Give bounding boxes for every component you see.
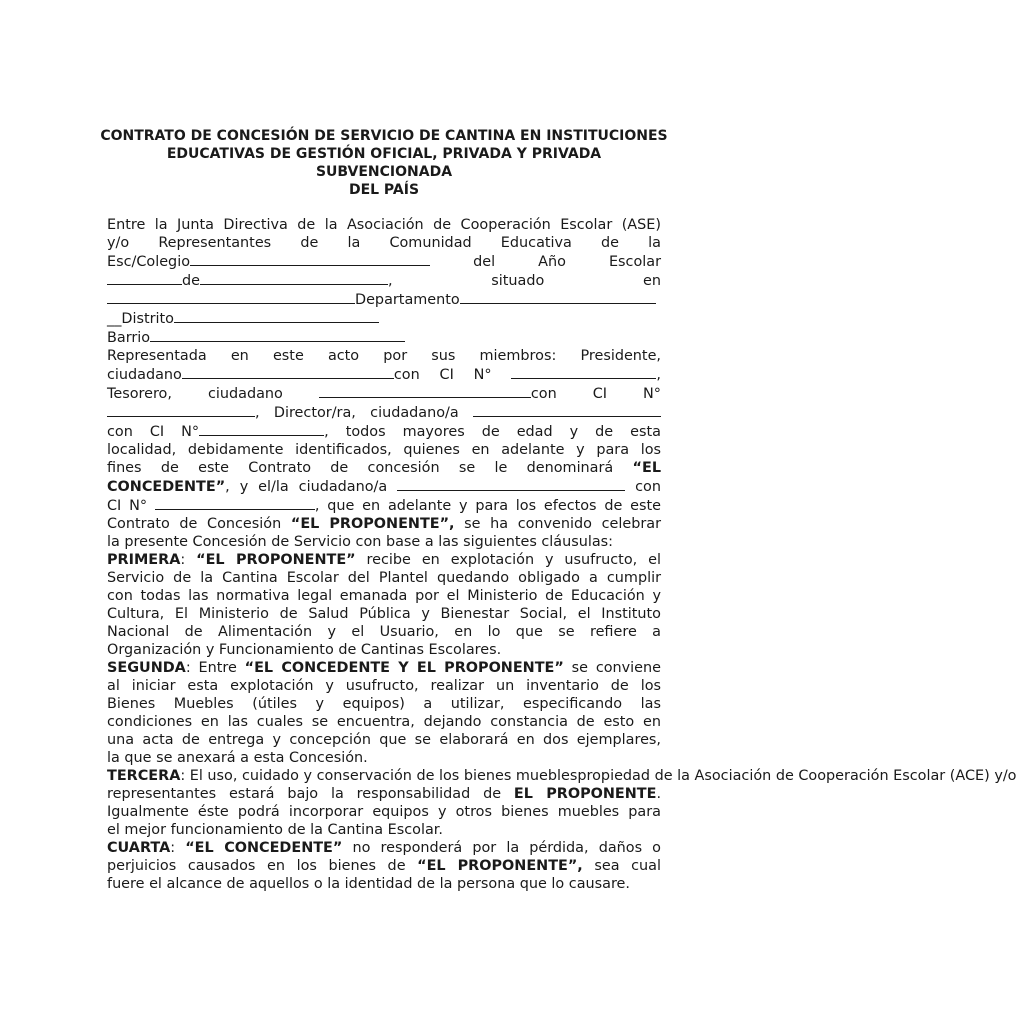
clause-text: Nacional de Alimentación y el Usuario, en lo que se refiere a bbox=[107, 624, 661, 640]
proponent-name-blank bbox=[397, 477, 625, 491]
intro-line bbox=[107, 328, 661, 347]
intro-line bbox=[107, 271, 661, 290]
clause-text: propiedad de la Asociación de Cooperación Escolar (ACE) y/o bbox=[577, 768, 1017, 784]
school-year-blank-2 bbox=[200, 271, 388, 285]
clause-line bbox=[107, 731, 661, 749]
intro-text: Tesorero, bbox=[107, 386, 172, 402]
intro-line bbox=[107, 216, 661, 234]
intro-text: con CI N° bbox=[107, 424, 200, 440]
intro-line bbox=[107, 533, 661, 551]
intro-line bbox=[107, 347, 661, 365]
district-blank bbox=[174, 309, 379, 323]
department-blank bbox=[460, 290, 656, 304]
clause-text: : bbox=[170, 840, 186, 856]
clause-text: Igualmente éste podrá incorporar equipos y otros bienes muebles para bbox=[107, 804, 661, 820]
clause-label: CUARTA bbox=[107, 840, 171, 856]
contract-title bbox=[100, 127, 668, 199]
clause-text: : Entre bbox=[185, 660, 245, 676]
clause-line bbox=[107, 659, 661, 677]
intro-text: y/o Representantes de la Comunidad Educativa de la bbox=[107, 235, 661, 251]
treasurer-ci-blank bbox=[107, 403, 255, 417]
intro-text: CI N° bbox=[107, 498, 148, 514]
clause-cuarta bbox=[107, 839, 661, 893]
clause-label: SEGUNDA bbox=[107, 660, 186, 676]
intro-text: Representada en este acto por sus miembros: Presidente, bbox=[107, 348, 661, 364]
intro-text: Esc/Colegio bbox=[107, 254, 190, 270]
clause-text: una acta de entrega y concepción que se elaborará en dos ejemplares, bbox=[107, 732, 661, 748]
clause-bold: “EL CONCEDENTE” bbox=[185, 840, 343, 856]
intro-text: , Director/ra, ciudadano/a bbox=[255, 405, 459, 421]
school-year-blank bbox=[107, 271, 182, 285]
clause-text: recibe en explotación y usufructo, el bbox=[355, 552, 661, 568]
clause-line bbox=[107, 839, 661, 857]
intro-bold: “EL PROPONENTE”, bbox=[290, 516, 455, 532]
intro-text: , bbox=[656, 367, 661, 383]
clause-text: sea cual bbox=[582, 858, 661, 874]
clause-bold: “EL CONCEDENTE Y EL PROPONENTE” bbox=[244, 660, 564, 676]
intro-line bbox=[107, 422, 661, 441]
intro-line bbox=[107, 459, 661, 477]
intro-text: ciudadano bbox=[207, 386, 283, 402]
clause-bold: EL PROPONENTE bbox=[513, 786, 657, 802]
clause-text: al iniciar esta explotación y usufructo, realizar un inventario de los bbox=[107, 678, 661, 694]
neighborhood-blank bbox=[150, 328, 405, 342]
clause-label: TERCERA bbox=[107, 768, 181, 784]
clause-line bbox=[107, 695, 661, 713]
clause-text: fuere el alcance de aquellos o la identidad de la persona que lo causare. bbox=[107, 876, 630, 892]
clause-text: Bienes Muebles (útiles y equipos) a utilizar, especificando las bbox=[107, 696, 661, 712]
clause-bold: “EL PROPONENTE” bbox=[196, 552, 356, 568]
clauses bbox=[107, 551, 1017, 893]
title-line-1: CONTRATO DE CONCESIÓN DE SERVICIO DE CANTINA EN INSTITUCIONES bbox=[100, 128, 668, 144]
intro-line bbox=[107, 496, 661, 515]
treasurer-name-blank bbox=[319, 384, 531, 398]
intro-text: con CI N° bbox=[393, 367, 492, 383]
intro-text: Entre la Junta Directiva de la Asociación de Cooperación Escolar (ASE) bbox=[107, 217, 661, 233]
intro-text: Departamento bbox=[355, 292, 460, 308]
clause-line bbox=[107, 713, 661, 731]
intro-paragraph bbox=[107, 216, 661, 551]
clause-line bbox=[107, 857, 661, 875]
clause-line bbox=[107, 641, 661, 659]
intro-line bbox=[107, 309, 661, 328]
clause-line bbox=[107, 785, 661, 803]
director-ci-blank bbox=[199, 422, 324, 436]
clause-text: : El uso, cuidado y conservación de los bienes muebles bbox=[180, 768, 578, 784]
intro-text: la presente Concesión de Servicio con base a las siguientes cláusulas: bbox=[107, 534, 614, 550]
intro-text: situado bbox=[491, 273, 545, 289]
clause-text: el mejor funcionamiento de la Cantina Escolar. bbox=[107, 822, 443, 838]
intro-text: __Distrito bbox=[107, 311, 174, 327]
intro-text: , y el/la ciudadano/a bbox=[225, 479, 388, 495]
intro-text: de bbox=[182, 273, 200, 289]
intro-line bbox=[107, 252, 661, 271]
clause-line bbox=[107, 551, 661, 569]
clause-text: Organización y Funcionamiento de Cantinas Escolares. bbox=[107, 642, 502, 658]
intro-text: localidad, debidamente identificados, quienes en adelante y para los bbox=[107, 442, 661, 458]
clause-label: PRIMERA bbox=[107, 552, 181, 568]
intro-text: con bbox=[635, 479, 661, 495]
intro-text: en bbox=[643, 273, 661, 289]
intro-line bbox=[107, 365, 661, 384]
title-line-2: EDUCATIVAS DE GESTIÓN OFICIAL, PRIVADA Y PRIVADA SUBVENCIONADA bbox=[166, 146, 602, 180]
intro-line bbox=[107, 515, 661, 533]
intro-text: con CI N° bbox=[530, 386, 662, 402]
title-line-3: DEL PAÍS bbox=[348, 182, 420, 198]
intro-text: Barrio bbox=[107, 330, 151, 346]
clause-lead bbox=[107, 660, 564, 676]
clause-line bbox=[107, 605, 661, 623]
clause-text: la que se anexará a esta Concesión. bbox=[107, 750, 368, 766]
proponent-ci-blank bbox=[155, 496, 315, 510]
clause-primera bbox=[107, 551, 661, 659]
clause-line bbox=[107, 587, 661, 605]
clause-text: condiciones en las cuales se encuentra, dejando constancia de esto en bbox=[107, 714, 661, 730]
clause-text: se conviene bbox=[563, 660, 661, 676]
clause-line bbox=[107, 677, 661, 695]
clause-text: representantes estará bajo la responsabilidad de bbox=[107, 786, 514, 802]
intro-text: , bbox=[388, 273, 393, 289]
contract-body bbox=[107, 216, 1017, 893]
intro-text: ciudadano bbox=[107, 367, 182, 383]
clause-line bbox=[107, 749, 661, 767]
president-ci-blank bbox=[511, 365, 656, 379]
intro-text: del Año Escolar bbox=[473, 254, 662, 270]
intro-text: se ha convenido celebrar bbox=[464, 516, 662, 532]
clause-text: no responderá por la pérdida, daños o bbox=[342, 840, 661, 856]
clause-line bbox=[107, 875, 661, 893]
director-name-blank bbox=[473, 403, 661, 417]
school-name-blank bbox=[190, 252, 430, 266]
clause-line bbox=[107, 767, 1017, 785]
intro-line bbox=[107, 234, 661, 252]
intro-line bbox=[107, 477, 661, 496]
intro-bold: “EL bbox=[632, 460, 661, 476]
location-blank bbox=[107, 290, 355, 304]
clause-text: Cultura, El Ministerio de Salud Pública y Bienestar Social, el Instituto bbox=[107, 606, 661, 622]
intro-line bbox=[107, 441, 661, 459]
clause-lead bbox=[107, 840, 342, 856]
clause-lead bbox=[107, 552, 356, 568]
intro-text: fines de este Contrato de concesión se le denominará bbox=[107, 460, 614, 476]
clause-text: perjuicios causados en los bienes de bbox=[107, 858, 418, 874]
clause-segunda bbox=[107, 659, 661, 767]
clause-line bbox=[107, 803, 661, 821]
intro-text: , que en adelante y para los efectos de este bbox=[314, 498, 661, 514]
clause-line bbox=[107, 569, 661, 587]
president-name-blank bbox=[182, 365, 394, 379]
intro-line bbox=[107, 290, 661, 309]
intro-text: Contrato de Concesión bbox=[107, 516, 282, 532]
clause-lead bbox=[107, 768, 577, 784]
clause-text: Servicio de la Cantina Escolar del Plantel quedando obligado a cumplir bbox=[107, 570, 661, 586]
intro-text: , todos mayores de edad y de esta bbox=[324, 424, 661, 440]
clause-bold: “EL PROPONENTE”, bbox=[417, 858, 583, 874]
clause-text: : bbox=[180, 552, 197, 568]
intro-bold: CONCEDENTE” bbox=[107, 479, 226, 495]
clause-tercera bbox=[107, 767, 1017, 839]
intro-line bbox=[107, 403, 661, 422]
clause-text: con todas las normativa legal emanada por el Ministerio de Educación y bbox=[107, 588, 661, 604]
clause-line bbox=[107, 623, 661, 641]
clause-line bbox=[107, 821, 661, 839]
intro-line bbox=[107, 384, 661, 403]
clause-text: . bbox=[656, 786, 662, 802]
